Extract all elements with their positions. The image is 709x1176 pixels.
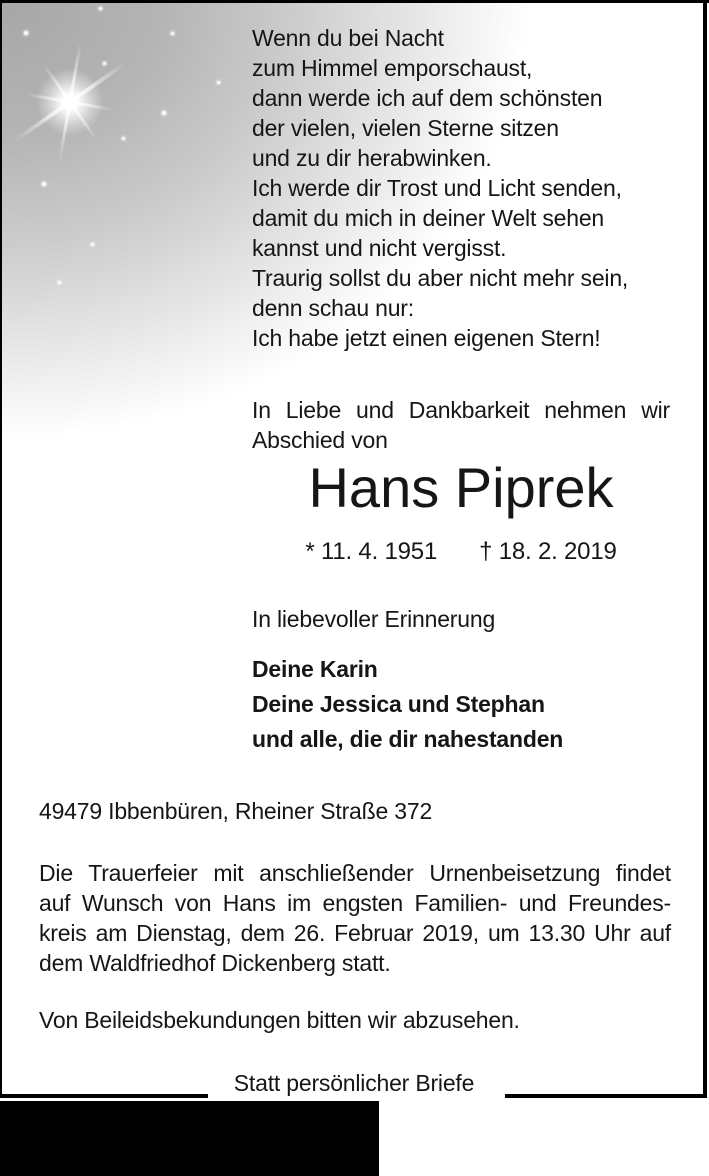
poem-line: Traurig sollst du aber nicht mehr sein, — [252, 265, 629, 291]
small-star-dot — [24, 31, 28, 35]
small-star-dot — [171, 32, 174, 35]
address-line: 49479 Ibbenbüren, Rheiner Straße 372 — [39, 798, 433, 824]
funeral-details — [39, 858, 671, 978]
small-star-dot — [42, 182, 46, 186]
poem-line: damit du mich in deiner Welt sehen — [252, 205, 605, 231]
farewell-intro — [252, 395, 670, 455]
small-star-dot — [217, 81, 220, 84]
poem-line: Ich habe jetzt einen eigenen Stern! — [252, 325, 601, 351]
funeral-line: dem Waldfriedhof Dickenberg statt. — [39, 950, 391, 976]
small-star-dot — [162, 111, 166, 115]
small-star-dot — [99, 7, 102, 10]
poem-line: denn schau nur: — [252, 295, 414, 321]
poem-line: und zu dir herabwinken. — [252, 145, 492, 171]
mourner-line: Deine Jessica und Stephan — [252, 691, 545, 717]
frame-left-border — [0, 0, 2, 1098]
death-date: † 18. 2. 2019 — [479, 538, 617, 565]
mourner-line: Deine Karin — [252, 656, 378, 682]
farewell-line: In Liebe und Dankbarkeit nehmen wir — [252, 397, 670, 423]
small-star-dot — [91, 243, 94, 246]
frame-bottom-border-left-segment — [0, 1094, 208, 1098]
star-core — [62, 94, 78, 110]
life-dates — [252, 537, 670, 567]
memorial-poem — [252, 23, 682, 353]
funeral-line: Die Trauerfeier mit anschließender Urnenbeisetzung findet — [39, 860, 671, 886]
small-star-dot — [103, 62, 106, 65]
mourners-list — [252, 652, 563, 757]
remembrance-intro: In liebevoller Erinnerung — [252, 606, 496, 632]
small-star-dot — [122, 137, 125, 140]
deceased-name: Hans Piprek — [308, 456, 614, 519]
poem-line: dann werde ich auf dem schönsten — [252, 85, 603, 111]
poem-line: Wenn du bei Nacht — [252, 25, 444, 51]
frame-top-border — [0, 0, 709, 3]
birth-date: * 11. 4. 1951 — [305, 538, 438, 565]
mourner-line: und alle, die dir nahestanden — [252, 726, 564, 752]
poem-line: kannst und nicht vergisst. — [252, 235, 507, 261]
frame-right-border — [703, 0, 707, 1098]
poem-line: zum Himmel emporschaust, — [252, 55, 533, 81]
funeral-line: kreis am Dienstag, dem 26. Februar 2019, um 13.30 Uhr auf — [39, 920, 671, 946]
footer-note: Statt persönlicher Briefe — [233, 1070, 475, 1096]
condolence-note: Von Beileidsbekundungen bitten wir abzusehen. — [39, 1007, 520, 1033]
poem-line: der vielen, vielen Sterne sitzen — [252, 115, 559, 141]
redaction-box — [0, 1101, 379, 1176]
frame-bottom-border-right-segment — [505, 1094, 703, 1098]
funeral-line: auf Wunsch von Hans im engsten Familien- und Freundes- — [39, 890, 671, 916]
poem-line: Ich werde dir Trost und Licht senden, — [252, 175, 622, 201]
small-star-dot — [58, 281, 61, 284]
farewell-line: Abschied von — [252, 427, 388, 453]
